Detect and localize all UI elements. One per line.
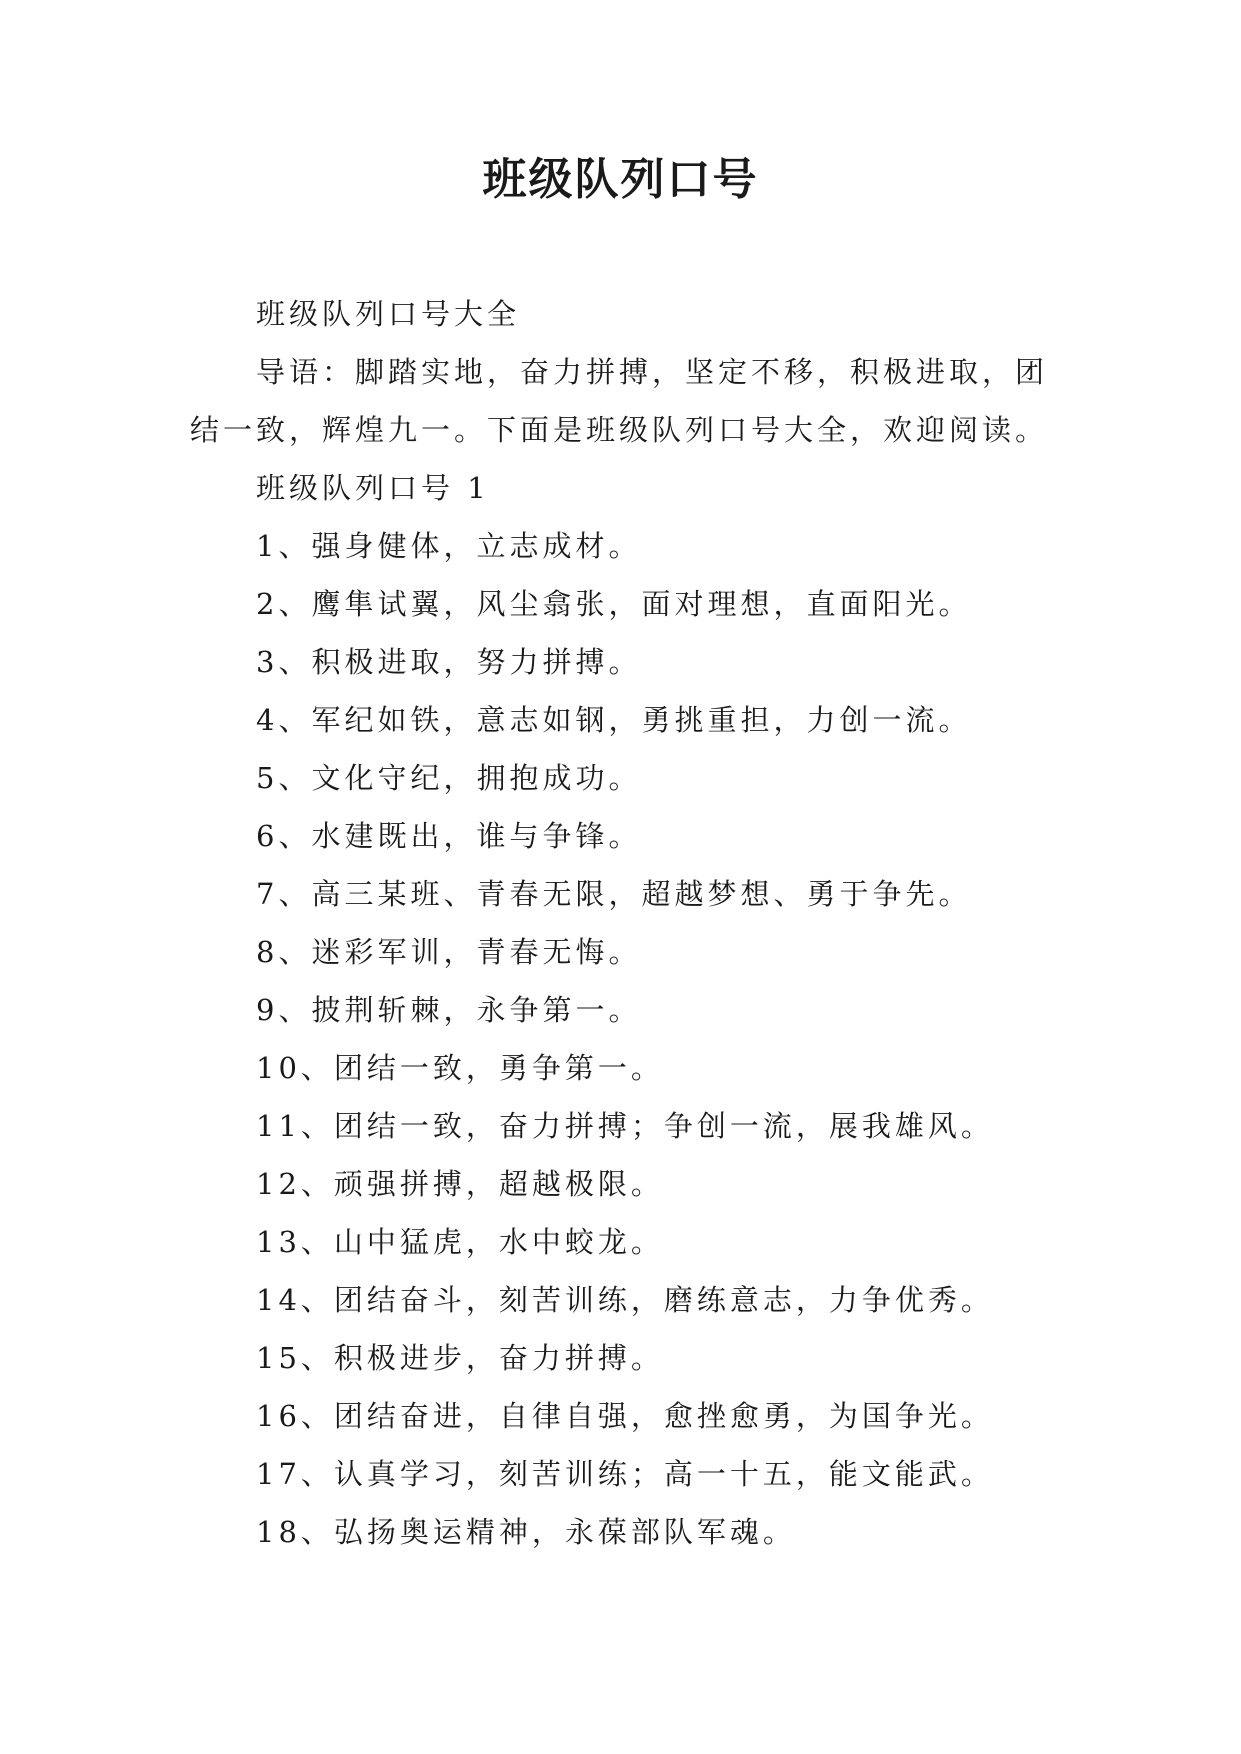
list-item: 5、文化守纪，拥抱成功。 bbox=[256, 761, 642, 795]
document-body bbox=[190, 285, 1060, 1561]
list-item: 18、弘扬奥运精神，永葆部队军魂。 bbox=[256, 1515, 796, 1549]
list-item: 7、高三某班、青春无限，超越梦想、勇于争先。 bbox=[256, 877, 972, 911]
list-item: 9、披荆斩棘，永争第一。 bbox=[256, 993, 642, 1027]
section-heading: 班级队列口号 1 bbox=[256, 471, 490, 505]
list-item: 2、鹰隼试翼，风尘翕张，面对理想，直面阳光。 bbox=[256, 587, 972, 621]
list-item: 1、强身健体，立志成材。 bbox=[256, 529, 642, 563]
list-item: 8、迷彩军训，青春无悔。 bbox=[256, 935, 642, 969]
list-item: 14、团结奋斗，刻苦训练，磨练意志，力争优秀。 bbox=[256, 1283, 994, 1317]
list-item: 11、团结一致，奋力拼搏；争创一流，展我雄风。 bbox=[256, 1109, 994, 1143]
list-item: 13、山中猛虎，水中蛟龙。 bbox=[256, 1225, 664, 1259]
list-item: 17、认真学习，刻苦训练；高一十五，能文能武。 bbox=[256, 1457, 994, 1491]
subtitle: 班级队列口号大全 bbox=[256, 297, 521, 331]
slogan-list bbox=[190, 517, 1060, 1561]
list-item: 12、顽强拼搏，超越极限。 bbox=[256, 1167, 664, 1201]
document-title: 班级队列口号 bbox=[482, 154, 759, 205]
list-item: 10、团结一致，勇争第一。 bbox=[256, 1051, 664, 1085]
list-item: 16、团结奋进，自律自强，愈挫愈勇，为国争光。 bbox=[256, 1399, 994, 1433]
list-item: 6、水建既出，谁与争锋。 bbox=[256, 819, 642, 853]
intro-paragraph: 导语：脚踏实地，奋力拼搏，坚定不移，积极进取，团结一致，辉煌九一。下面是班级队列口号大全，欢迎阅读。 bbox=[190, 355, 1049, 447]
list-item: 3、积极进取，努力拼搏。 bbox=[256, 645, 642, 679]
list-item: 4、军纪如铁，意志如钢，勇挑重担，力创一流。 bbox=[256, 703, 972, 737]
list-item: 15、积极进步，奋力拼搏。 bbox=[256, 1341, 664, 1375]
